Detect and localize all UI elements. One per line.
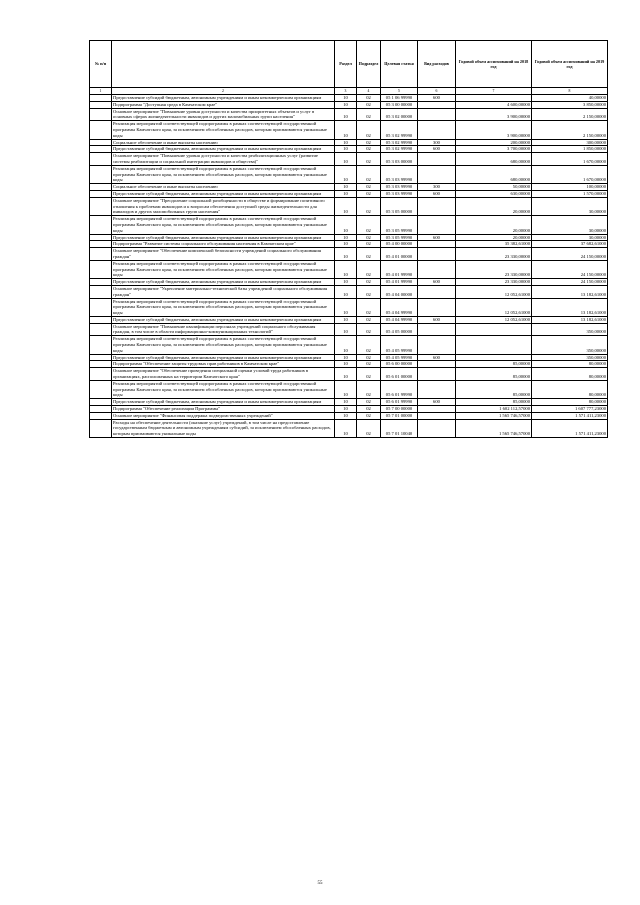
row-name-cell: Предоставление субсидий бюджетным, автономным учреждениям и иным некоммерческим организациям (112, 95, 335, 102)
row-name-cell: Социальное обеспечение и иные выплаты населению (112, 184, 335, 191)
row-vr-cell (418, 153, 456, 166)
row-2019-cell: 13 182,61000 (532, 298, 608, 316)
row-razdel-cell: 10 (335, 419, 357, 437)
row-vr-cell (418, 108, 456, 121)
row-2018-cell: 1 565 746,57000 (456, 419, 532, 437)
row-csr-cell: 05 4 00 00000 (381, 241, 418, 248)
row-razdel-cell: 10 (335, 101, 357, 108)
row-name-cell: Социальное обеспечение и иные выплаты населению (112, 139, 335, 146)
colnum-cell: 8 (532, 88, 608, 95)
row-vr-cell (418, 419, 456, 437)
row-razdel-cell: 10 (335, 412, 357, 419)
row-name-cell: Предоставление субсидий бюджетным, автономным учреждениям и иным некоммерческим организациям (112, 354, 335, 361)
row-vr-cell (418, 260, 456, 278)
row-csr-cell: 05 3 02 99990 (381, 146, 418, 153)
row-num-cell (90, 354, 112, 361)
row-csr-cell: 05 4 05 00000 (381, 323, 418, 336)
table-row (90, 380, 608, 398)
header-vr: Вид расходов (418, 41, 456, 88)
row-razdel-cell: 10 (335, 323, 357, 336)
row-podrazdel-cell: 02 (357, 298, 381, 316)
row-csr-cell: 05 4 01 99990 (381, 260, 418, 278)
row-podrazdel-cell: 02 (357, 279, 381, 286)
row-vr-cell (418, 298, 456, 316)
row-csr-cell: 05 1 06 99990 (381, 95, 418, 102)
row-vr-cell (418, 216, 456, 234)
row-num-cell (90, 368, 112, 381)
row-2019-cell: 350,00000 (532, 323, 608, 336)
colnum-cell: 7 (456, 88, 532, 95)
row-razdel-cell: 10 (335, 190, 357, 197)
row-vr-cell (418, 165, 456, 183)
row-name-cell: Основное мероприятие "Обеспечение проведения специальной оценки условий труда работников в организациях, расположенных на территории Камчатского края" (112, 368, 335, 381)
colnum-cell: 1 (90, 88, 112, 95)
row-podrazdel-cell: 02 (357, 95, 381, 102)
row-razdel-cell: 10 (335, 241, 357, 248)
row-2019-cell: 1 571 411,23000 (532, 412, 608, 419)
row-podrazdel-cell: 02 (357, 197, 381, 215)
row-num-cell (90, 241, 112, 248)
row-2019-cell: 1 570,00000 (532, 190, 608, 197)
row-podrazdel-cell: 02 (357, 260, 381, 278)
row-name-cell: Подпрограмма "Обеспечение реализации Программы" (112, 406, 335, 413)
row-name-cell: Предоставление субсидий бюджетным, автономным учреждениям и иным некоммерческим организациям (112, 190, 335, 197)
row-podrazdel-cell: 02 (357, 139, 381, 146)
row-vr-cell (418, 412, 456, 419)
row-2019-cell: 300,00000 (532, 139, 608, 146)
row-vr-cell (418, 380, 456, 398)
row-podrazdel-cell: 02 (357, 361, 381, 368)
row-name-cell: Подпрограмма "Обеспечение защиты трудовых прав работников в Камчатском крае" (112, 361, 335, 368)
row-razdel-cell: 10 (335, 121, 357, 139)
row-name-cell: Реализация мероприятий соответствующей подпрограммы в рамках соответствующей государственной программы Камчатского края, за исключением обособленных расходов, которым присваиваются уникальные коды (112, 260, 335, 278)
table-row (90, 285, 608, 298)
table-row (90, 298, 608, 316)
row-2019-cell: 24 150,00000 (532, 260, 608, 278)
row-2018-cell: 85,00000 (456, 380, 532, 398)
row-csr-cell: 05 4 04 99990 (381, 298, 418, 316)
row-2019-cell: 13 182,61000 (532, 316, 608, 323)
row-podrazdel-cell: 02 (357, 234, 381, 241)
row-2019-cell: 1 670,00000 (532, 153, 608, 166)
row-num-cell (90, 190, 112, 197)
row-2018-cell: 23 330,00000 (456, 279, 532, 286)
row-podrazdel-cell: 02 (357, 248, 381, 261)
row-vr-cell (418, 285, 456, 298)
row-razdel-cell: 10 (335, 139, 357, 146)
row-name-cell: Предоставление субсидий бюджетным, автономным учреждениям и иным некоммерческим организациям (112, 279, 335, 286)
row-csr-cell: 05 7 01 10040 (381, 419, 418, 437)
row-2018-cell: 12 052,61000 (456, 298, 532, 316)
row-vr-cell (418, 406, 456, 413)
table-row (90, 184, 608, 191)
row-2019-cell: 1 607 777,23000 (532, 406, 608, 413)
row-2019-cell: 2 150,00000 (532, 121, 608, 139)
colnum-cell: 4 (357, 88, 381, 95)
row-name-cell: Основное мероприятие "Преодоление социальной разобщенности в обществе и формирование позитивного отношения к проблемам инвалидов и к вопросам обеспечения доступной среды жизнедеятельности для инвалидов и других маломобильных групп населения" (112, 197, 335, 215)
row-num-cell (90, 248, 112, 261)
row-csr-cell: 05 3 00 00000 (381, 101, 418, 108)
row-2019-cell: 2 150,00000 (532, 108, 608, 121)
row-podrazdel-cell: 02 (357, 380, 381, 398)
row-podrazdel-cell: 02 (357, 368, 381, 381)
row-podrazdel-cell: 02 (357, 336, 381, 354)
row-num-cell (90, 121, 112, 139)
row-razdel-cell: 10 (335, 197, 357, 215)
row-num-cell (90, 153, 112, 166)
row-razdel-cell: 10 (335, 285, 357, 298)
row-num-cell (90, 146, 112, 153)
table-row (90, 234, 608, 241)
row-podrazdel-cell: 02 (357, 399, 381, 406)
row-2019-cell: 13 182,61000 (532, 285, 608, 298)
row-2019-cell: 24 150,00000 (532, 248, 608, 261)
row-2018-cell: 200,00000 (456, 139, 532, 146)
row-name-cell: Основное мероприятие "Укрепление материально-технической базы учреждений социального обслуживания граждан" (112, 285, 335, 298)
row-vr-cell (418, 368, 456, 381)
row-name-cell: Реализация мероприятий соответствующей подпрограммы в рамках соответствующей государственной программы Камчатского края, за исключением обособленных расходов, которым присваиваются уникальные коды (112, 380, 335, 398)
row-csr-cell: 05 3 03 00000 (381, 153, 418, 166)
row-num-cell (90, 323, 112, 336)
row-2018-cell: 85,00000 (456, 368, 532, 381)
table-row (90, 190, 608, 197)
row-name-cell: Основное мероприятие "Повышение уровня доступности и качества приоритетных объектов и услуг в основных сферах жизнедеятельности инвалидов и других маломобильных групп населения" (112, 108, 335, 121)
table-row (90, 419, 608, 437)
row-num-cell (90, 361, 112, 368)
row-razdel-cell: 10 (335, 146, 357, 153)
colnum-cell: 6 (418, 88, 456, 95)
row-num-cell (90, 399, 112, 406)
row-2019-cell: 100,00000 (532, 184, 608, 191)
row-2019-cell: 1 850,00000 (532, 146, 608, 153)
row-csr-cell: 05 6 01 99990 (381, 399, 418, 406)
header-csr: Целевая статья (381, 41, 418, 88)
row-podrazdel-cell: 02 (357, 190, 381, 197)
table-row (90, 323, 608, 336)
table-row (90, 241, 608, 248)
row-razdel-cell: 10 (335, 153, 357, 166)
row-vr-cell (418, 336, 456, 354)
row-vr-cell (418, 101, 456, 108)
row-name-cell: Основное мероприятие "Повышение уровня доступности и качества реабилитационных услуг (развитие системы реабилитации и социальной интеграции инвалидов и общества)" (112, 153, 335, 166)
row-podrazdel-cell: 02 (357, 153, 381, 166)
row-csr-cell: 05 3 05 99990 (381, 234, 418, 241)
row-num-cell (90, 260, 112, 278)
row-razdel-cell: 10 (335, 336, 357, 354)
row-name-cell: Предоставление субсидий бюджетным, автономным учреждениям и иным некоммерческим организациям (112, 146, 335, 153)
row-2018-cell (456, 323, 532, 336)
row-num-cell (90, 101, 112, 108)
row-vr-cell: 600 (418, 234, 456, 241)
row-razdel-cell: 10 (335, 216, 357, 234)
row-vr-cell (418, 197, 456, 215)
row-2019-cell: 1 571 411,23000 (532, 419, 608, 437)
row-2018-cell: 85,00000 (456, 399, 532, 406)
row-podrazdel-cell: 02 (357, 216, 381, 234)
table-row (90, 260, 608, 278)
row-name-cell: Предоставление субсидий бюджетным, автономным учреждениям и иным некоммерческим организациям (112, 234, 335, 241)
row-2018-cell: 20,00000 (456, 216, 532, 234)
row-num-cell (90, 165, 112, 183)
table-row (90, 336, 608, 354)
row-num-cell (90, 336, 112, 354)
row-vr-cell: 600 (418, 279, 456, 286)
row-num-cell (90, 234, 112, 241)
row-vr-cell: 300 (418, 184, 456, 191)
header-2019: Годовой объем ассигнований на 2019 год (532, 41, 608, 88)
row-2018-cell: 12 052,61000 (456, 285, 532, 298)
row-podrazdel-cell: 02 (357, 241, 381, 248)
row-num-cell (90, 108, 112, 121)
row-name-cell: Реализация мероприятий соответствующей подпрограммы в рамках соответствующей государственной программы Камчатского края, за исключением обособленных расходов, которым присваиваются уникальные коды (112, 336, 335, 354)
row-csr-cell: 05 4 04 00000 (381, 285, 418, 298)
row-podrazdel-cell: 02 (357, 165, 381, 183)
row-name-cell: Предоставление субсидий бюджетным, автономным учреждениям и иным некоммерческим организациям (112, 399, 335, 406)
row-name-cell: Основное мероприятие "Финансовая поддержка подведомственных учреждений" (112, 412, 335, 419)
row-podrazdel-cell: 02 (357, 146, 381, 153)
row-2019-cell: 1 670,00000 (532, 165, 608, 183)
row-num-cell (90, 406, 112, 413)
row-podrazdel-cell: 02 (357, 419, 381, 437)
row-podrazdel-cell: 02 (357, 412, 381, 419)
row-vr-cell (418, 241, 456, 248)
row-vr-cell: 600 (418, 354, 456, 361)
row-2019-cell: 24 150,00000 (532, 279, 608, 286)
row-razdel-cell: 10 (335, 234, 357, 241)
table-row (90, 354, 608, 361)
table-row (90, 279, 608, 286)
row-name-cell: Реализация мероприятий соответствующей подпрограммы в рамках соответствующей государственной программы Камчатского края, за исключением обособленных расходов, которым присваиваются уникальные коды (112, 298, 335, 316)
row-2018-cell: 630,00000 (456, 190, 532, 197)
row-podrazdel-cell: 02 (357, 285, 381, 298)
row-2019-cell: 80,00000 (532, 368, 608, 381)
row-razdel-cell: 10 (335, 380, 357, 398)
table-row (90, 165, 608, 183)
row-2019-cell: 30,00000 (532, 216, 608, 234)
table-row (90, 153, 608, 166)
table-row (90, 406, 608, 413)
row-num-cell (90, 380, 112, 398)
row-name-cell: Реализация мероприятий соответствующей подпрограммы в рамках соответствующей государственной программы Камчатского края, за исключением обособленных расходов, которым присваиваются уникальные коды (112, 216, 335, 234)
row-num-cell (90, 279, 112, 286)
table-row (90, 197, 608, 215)
row-2018-cell: 1 602 112,57000 (456, 406, 532, 413)
row-2019-cell: 30,00000 (532, 234, 608, 241)
table-row (90, 121, 608, 139)
row-name-cell: Основное мероприятие "Обеспечение комплексной безопасности учреждений социального обслуживания граждан" (112, 248, 335, 261)
row-2018-cell: 4 600,00000 (456, 101, 532, 108)
row-name-cell: Подпрограмма "Развитие системы социального обслуживания населения в Камчатском крае" (112, 241, 335, 248)
row-csr-cell: 05 3 02 00000 (381, 108, 418, 121)
row-2019-cell: 3 850,00000 (532, 101, 608, 108)
table-row (90, 139, 608, 146)
row-2019-cell: 350,00000 (532, 354, 608, 361)
row-2019-cell: 30,00000 (532, 197, 608, 215)
table-row (90, 316, 608, 323)
row-podrazdel-cell: 02 (357, 108, 381, 121)
row-razdel-cell: 10 (335, 361, 357, 368)
row-num-cell (90, 316, 112, 323)
row-name-cell: Реализация мероприятий соответствующей подпрограммы в рамках соответствующей государственной программы Камчатского края, за исключением обособленных расходов, которым присваиваются уникальные коды (112, 165, 335, 183)
table-row (90, 101, 608, 108)
table-row (90, 361, 608, 368)
table-row (90, 216, 608, 234)
row-2018-cell: 3 900,00000 (456, 108, 532, 121)
table-row (90, 248, 608, 261)
row-razdel-cell: 10 (335, 108, 357, 121)
row-podrazdel-cell: 02 (357, 121, 381, 139)
row-podrazdel-cell: 02 (357, 323, 381, 336)
row-podrazdel-cell: 02 (357, 406, 381, 413)
row-num-cell (90, 139, 112, 146)
row-csr-cell: 05 7 01 00000 (381, 412, 418, 419)
row-csr-cell: 05 3 03 99990 (381, 165, 418, 183)
header-podrazdel: Подраздел (357, 41, 381, 88)
colnum-cell: 5 (381, 88, 418, 95)
row-2018-cell: 3 900,00000 (456, 121, 532, 139)
row-vr-cell: 300 (418, 139, 456, 146)
row-razdel-cell: 10 (335, 248, 357, 261)
row-2018-cell (456, 95, 532, 102)
table-row (90, 368, 608, 381)
table-header-row (90, 41, 608, 88)
row-csr-cell: 05 4 01 99990 (381, 279, 418, 286)
row-csr-cell: 05 7 00 00000 (381, 406, 418, 413)
row-podrazdel-cell: 02 (357, 354, 381, 361)
row-2019-cell: 350,00000 (532, 336, 608, 354)
row-2018-cell: 23 330,00000 (456, 260, 532, 278)
colnum-cell: 2 (112, 88, 335, 95)
row-2019-cell: 80,00000 (532, 399, 608, 406)
colnum-cell: 3 (335, 88, 357, 95)
row-csr-cell: 05 3 05 00000 (381, 197, 418, 215)
row-vr-cell: 600 (418, 95, 456, 102)
row-2018-cell: 85,00000 (456, 361, 532, 368)
row-num-cell (90, 298, 112, 316)
table-row (90, 108, 608, 121)
row-razdel-cell: 10 (335, 279, 357, 286)
row-2018-cell: 680,00000 (456, 153, 532, 166)
row-vr-cell (418, 361, 456, 368)
row-csr-cell: 05 6 00 00000 (381, 361, 418, 368)
row-2018-cell (456, 336, 532, 354)
row-num-cell (90, 197, 112, 215)
row-2019-cell: 80,00000 (532, 380, 608, 398)
row-num-cell (90, 216, 112, 234)
row-vr-cell: 600 (418, 316, 456, 323)
header-num: № п/п (90, 41, 112, 88)
row-vr-cell: 600 (418, 146, 456, 153)
row-2018-cell: 23 330,00000 (456, 248, 532, 261)
header-2018: Годовой объем ассигнований на 2018 год (456, 41, 532, 88)
row-2019-cell: 40,00000 (532, 95, 608, 102)
row-2018-cell: 12 052,61000 (456, 316, 532, 323)
row-csr-cell: 05 3 03 99990 (381, 190, 418, 197)
row-name-cell: Расходы на обеспечение деятельности (оказание услуг) учреждений, в том числе на предоставление государственным бюджетным и автономным учреждениям субсидий, за исключением обособленных расходов, которым присваиваются уникальные коды (112, 419, 335, 437)
row-name-cell: Реализация мероприятий соответствующей подпрограммы в рамках соответствующей государственной программы Камчатского края, за исключением обособленных расходов, которым присваиваются уникальные коды (112, 121, 335, 139)
table-row (90, 399, 608, 406)
row-razdel-cell: 10 (335, 316, 357, 323)
row-razdel-cell: 10 (335, 260, 357, 278)
row-2018-cell (456, 354, 532, 361)
row-2018-cell: 680,00000 (456, 165, 532, 183)
row-name-cell: Предоставление субсидий бюджетным, автономным учреждениям и иным некоммерческим организациям (112, 316, 335, 323)
column-number-row (90, 88, 608, 95)
row-2018-cell: 20,00000 (456, 197, 532, 215)
row-razdel-cell: 10 (335, 406, 357, 413)
row-2018-cell: 20,00000 (456, 234, 532, 241)
row-2018-cell: 35 382,61000 (456, 241, 532, 248)
row-razdel-cell: 10 (335, 95, 357, 102)
row-razdel-cell: 10 (335, 184, 357, 191)
row-vr-cell (418, 121, 456, 139)
row-vr-cell: 600 (418, 190, 456, 197)
page-number: 55 (317, 881, 323, 886)
row-razdel-cell: 10 (335, 298, 357, 316)
row-num-cell (90, 184, 112, 191)
row-csr-cell: 05 3 02 99990 (381, 121, 418, 139)
row-vr-cell: 600 (418, 399, 456, 406)
row-num-cell (90, 412, 112, 419)
row-razdel-cell: 10 (335, 165, 357, 183)
table-row (90, 412, 608, 419)
header-razdel: Раздел (335, 41, 357, 88)
table-row (90, 146, 608, 153)
row-num-cell (90, 285, 112, 298)
row-podrazdel-cell: 02 (357, 184, 381, 191)
row-razdel-cell: 10 (335, 399, 357, 406)
table-row (90, 95, 608, 102)
row-num-cell (90, 95, 112, 102)
row-csr-cell: 05 3 03 99990 (381, 184, 418, 191)
row-podrazdel-cell: 02 (357, 101, 381, 108)
row-csr-cell: 05 6 01 00000 (381, 368, 418, 381)
row-csr-cell: 05 4 05 99990 (381, 336, 418, 354)
row-2019-cell: 80,00000 (532, 361, 608, 368)
budget-table (89, 40, 608, 438)
row-podrazdel-cell: 02 (357, 316, 381, 323)
row-2018-cell: 1 565 746,57000 (456, 412, 532, 419)
row-2019-cell: 37 682,61000 (532, 241, 608, 248)
row-csr-cell: 05 4 05 99990 (381, 354, 418, 361)
row-csr-cell: 05 4 01 00000 (381, 248, 418, 261)
row-razdel-cell: 10 (335, 354, 357, 361)
row-2018-cell: 50,00000 (456, 184, 532, 191)
row-num-cell (90, 419, 112, 437)
row-vr-cell (418, 248, 456, 261)
row-razdel-cell: 10 (335, 368, 357, 381)
row-2018-cell: 3 700,00000 (456, 146, 532, 153)
row-name-cell: Основное мероприятие "Повышение квалификации персонала учреждений социального обслуживания граждан, в том числе в области информационно-коммуникационных технологий" (112, 323, 335, 336)
row-csr-cell: 05 3 02 99990 (381, 139, 418, 146)
row-csr-cell: 05 4 04 99990 (381, 316, 418, 323)
row-csr-cell: 05 3 05 99990 (381, 216, 418, 234)
row-csr-cell: 05 6 01 99990 (381, 380, 418, 398)
row-name-cell: Подпрограмма "Доступная среда в Камчатском крае" (112, 101, 335, 108)
row-vr-cell (418, 323, 456, 336)
header-name (112, 41, 335, 88)
